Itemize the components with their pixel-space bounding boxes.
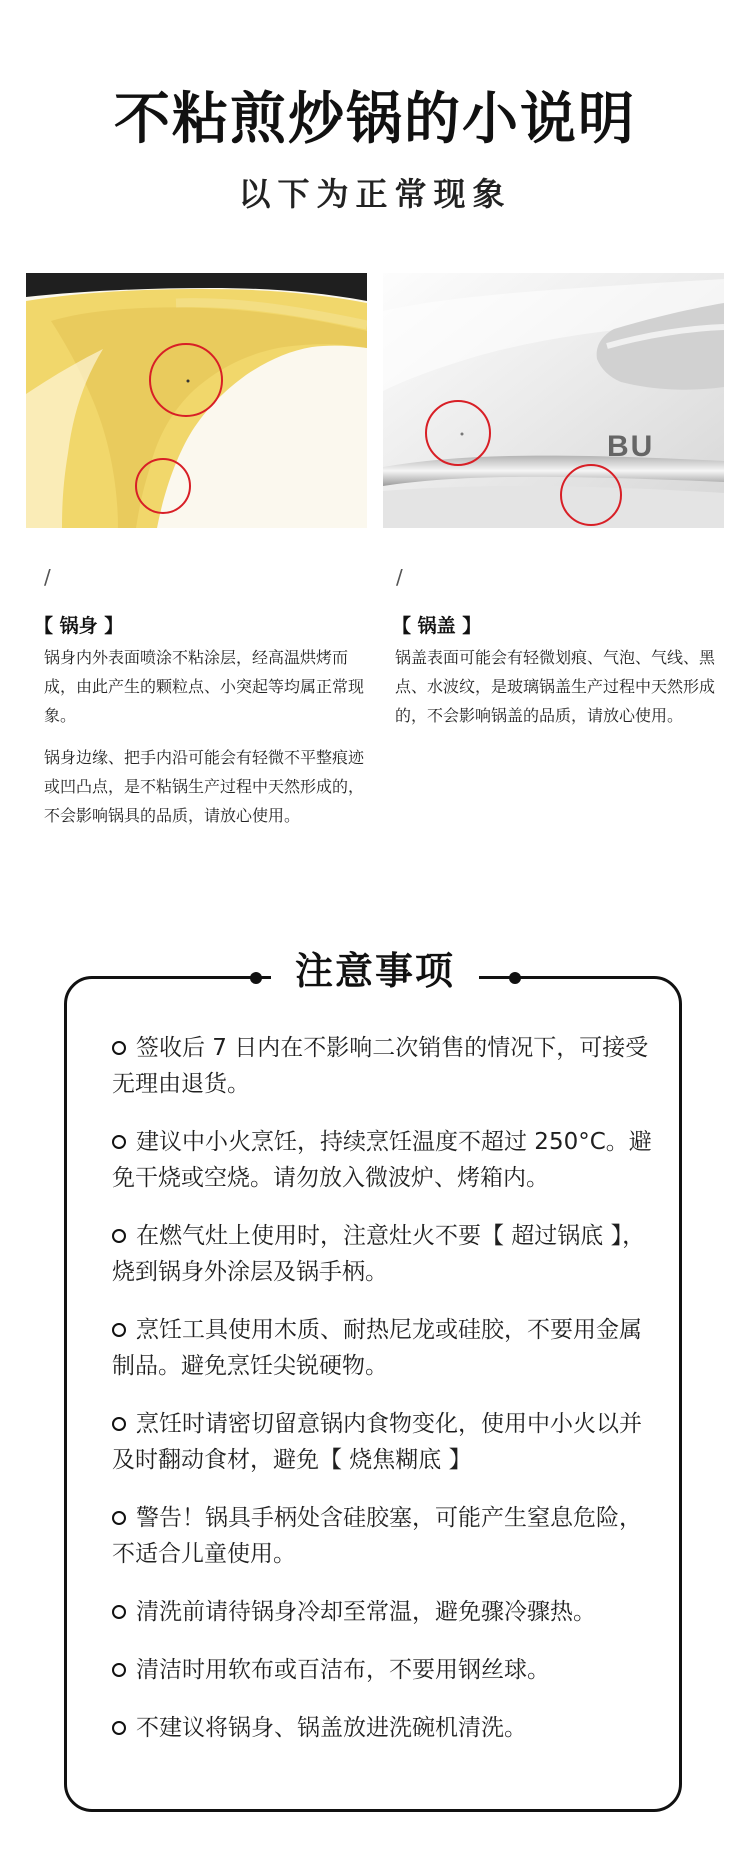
pan-body-photo-icon: [26, 273, 367, 528]
notice-text: 不建议将锅身、锅盖放进洗碗机清洗。: [136, 1715, 527, 1741]
notice-bullet-icon: [112, 1511, 126, 1525]
notice-title: 注意事项: [271, 952, 479, 990]
notice-bullet-icon: [112, 1135, 126, 1149]
notice-item: [112, 1406, 652, 1478]
notice-item: [112, 1030, 652, 1102]
page-subtitle: 以下为正常现象: [238, 175, 512, 213]
notice-bullet-icon: [112, 1229, 126, 1243]
notice-bullet-icon: [112, 1323, 126, 1337]
notice-item: [112, 1218, 652, 1290]
notice-item: [112, 1594, 652, 1630]
notice-text: 清洁时用软布或百洁布，不要用钢丝球。: [136, 1657, 550, 1683]
notice-bullet-icon: [112, 1663, 126, 1677]
notice-item: [112, 1652, 652, 1688]
pan-body-paragraph: 锅身内外表面喷涂不粘涂层，经高温烘烤而成，由此产生的颗粒点、小突起等均属正常现象。: [44, 648, 365, 725]
pan-lid-paragraph: 锅盖表面可能会有轻微划痕、气泡、气线、黑点、水波纹，是玻璃锅盖生产过程中天然形成的，不会影响锅盖的品质，请放心使用。: [395, 648, 716, 725]
pan-body-paragraph: 锅身边缘、把手内沿可能会有轻微不平整痕迹或凹凸点，是不粘锅生产过程中天然形成的，不会影响锅具的品质，请放心使用。: [44, 748, 365, 825]
notice-text: 建议中小火烹饪，持续烹饪温度不超过 250°C。避免干烧或空烧。请勿放入微波炉、烤箱内。: [112, 1129, 652, 1191]
notice-item: [112, 1312, 652, 1384]
notice-text: 签收后 7 日内在不影响二次销售的情况下，可接受无理由退货。: [112, 1035, 649, 1097]
notice-list: [112, 1030, 652, 1768]
page-title: 不粘煎炒锅的小说明: [114, 87, 636, 152]
notice-item: [112, 1500, 652, 1572]
notice-bullet-icon: [112, 1041, 126, 1055]
pan-lid-photo-icon: [383, 273, 724, 528]
left-slash: /: [44, 565, 51, 589]
pan-body-photo: [26, 273, 367, 528]
notice-bullet-icon: [112, 1721, 126, 1735]
notice-title-wrap: [0, 949, 750, 993]
notice-text: 烹饪时请密切留意锅内食物变化，使用中小火以并及时翻动食材，避免【 烧焦糊底 】: [112, 1411, 642, 1473]
right-slash: /: [396, 565, 403, 589]
notice-text: 清洗前请待锅身冷却至常温，避免骤冷骤热。: [136, 1599, 596, 1625]
notice-item: [112, 1710, 652, 1746]
notice-item: [112, 1124, 652, 1196]
notice-bullet-icon: [112, 1605, 126, 1619]
notice-text: 警告！锅具手柄处含硅胶塞，可能产生窒息危险，不适合儿童使用。: [112, 1505, 642, 1567]
notice-text: 在燃气灶上使用时，注意灶火不要【 超过锅底 】，烧到锅身外涂层及锅手柄。: [112, 1223, 646, 1285]
lid-brand-text: BU: [607, 430, 655, 463]
pan-lid-photo: [383, 273, 724, 528]
notice-bullet-icon: [112, 1417, 126, 1431]
pan-lid-heading: 【 锅盖 】: [392, 615, 482, 637]
pan-body-heading: 【 锅身 】: [34, 615, 124, 637]
notice-text: 烹饪工具使用木质、耐热尼龙或硅胶，不要用金属制品。避免烹饪尖锐硬物。: [112, 1317, 642, 1379]
